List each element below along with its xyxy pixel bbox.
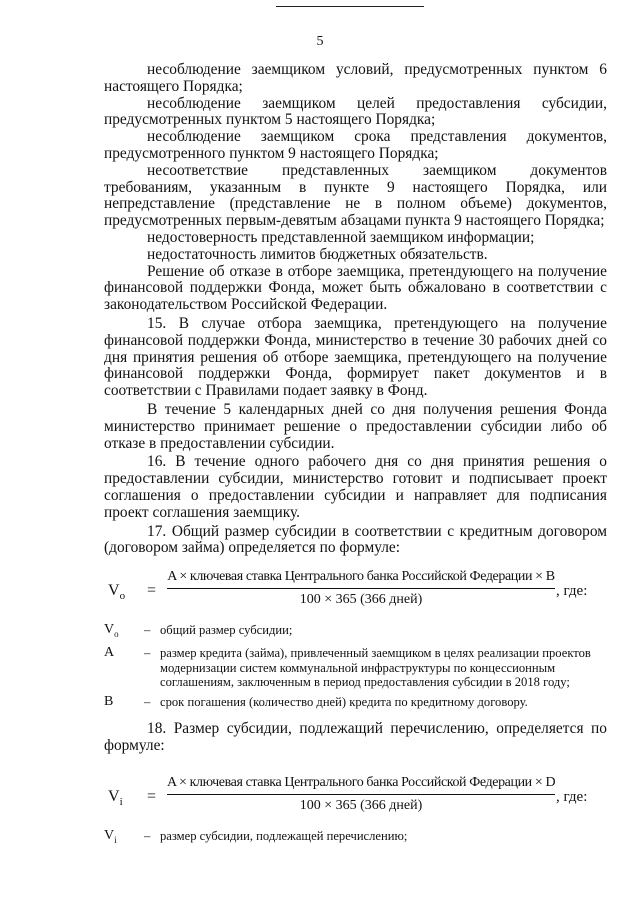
formula-equals: = [147,582,157,600]
fraction-bar [167,794,555,795]
formula-total-subsidy [104,569,607,619]
definition-item [104,623,607,641]
formula-numerator: A × ключевая ставка Центрального банка Российской Федерации × B [167,569,555,585]
paragraph-18: 18. Размер субсидии, подлежащий перечислению, определяется по формуле: [104,720,607,754]
formula-definitions [104,829,607,847]
definition-item [104,829,607,847]
paragraph: несоблюдение заемщиком срока представления документов, предусмотренного пунктом 9 настоящего Порядка; [104,128,607,162]
formula-fraction [167,569,555,609]
formula-numerator: A × ключевая ставка Центрального банка Российской Федерации × D [167,774,556,790]
definition-dash: – [144,694,151,709]
definition-text: размер субсидии, подлежащей перечислению; [160,828,408,843]
formula-fraction [167,775,555,815]
definition-symbol: A [104,645,115,661]
paragraph: несоблюдение заемщиком целей предоставления субсидии, предусмотренных пунктом 5 настоящего Порядка; [104,94,607,129]
definition-dash: – [144,623,151,638]
formula-definitions [104,623,607,713]
definition-dash: – [144,646,151,661]
document-body [104,62,607,852]
paragraph: В течение 5 календарных дней со дня получения решения Фонда министерство принимает решение о предоставлении субсидии либо об отказе в предоставлении субсидии. [104,400,607,452]
formula-equals: = [147,787,157,805]
paragraph: несоответствие представленных заемщиком документов требованиям, указанным в пункте 9 настоящего Порядка, или непредставление (представление не в полном объеме) документов, предусмотренных первым-девятым абзацами пункта 9 настоящего Порядка; [104,161,607,230]
formula-subsidy-transfer [104,775,607,825]
definition-dash: – [144,828,151,843]
formula-denominator: 100 × 365 (366 дней) [299,591,423,607]
fraction-bar [167,588,555,589]
definition-item [104,646,607,690]
formula-where: , где: [556,583,588,600]
formula-lhs: $V_i$ [108,787,123,808]
paragraph-16: 16. В течение одного рабочего дня со дня принятия решения о предоставлении субсидии, министерство готовит и подписывает проект соглашения о предоставлении субсидии и направляет для подписания проект соглашения заемщику. [104,453,607,521]
formula-denominator: 100 × 365 (366 дней) [299,797,423,813]
definition-symbol: $V_i$ [104,827,117,845]
paragraph: Решение об отказе в отборе заемщика, претендующего на получение финансовой поддержки Фонда, может быть обжаловано в соответствии с законодательством Российской Федерации. [104,262,607,314]
paragraph: недостаточность лимитов бюджетных обязательств. [147,245,488,263]
paragraph: недостоверность представленной заемщиком информации; [147,228,535,246]
definition-symbol: B [104,693,114,709]
definition-item [104,695,607,713]
definition-text: общий размер субсидии; [160,623,293,638]
definition-symbol: $V_о$ [104,622,119,639]
paragraph-15: 15. В случае отбора заемщика, претендующего на получение финансовой поддержки Фонда, министерство в течение 30 рабочих дней со дня принятия решения об отборе заемщика, претендующего на получение финансовой поддержки Фонда, формирует пакет документов и в соответствии с Правилами подает заявку в Фонд. [104,314,607,400]
paragraph: несоблюдение заемщиком условий, предусмотренных пунктом 6 настоящего Порядка; [104,61,607,95]
page-number: 5 [316,34,324,49]
definition-text: размер кредита (займа), привлеченный заемщиком в целях реализации проектов модернизации систем коммунальной инфраструктуры по концессионным соглашениям, заключенным в период предоставления субсидии в 2018 году; [160,646,591,690]
formula-lhs: $V_о$ [108,582,126,603]
top-rule [276,6,424,7]
paragraph-17: 17. Общий размер субсидии в соответствии с кредитным договором (договором займа) определяется по формуле: [104,522,607,557]
formula-where: , где: [556,788,588,805]
definition-text: срок погашения (количество дней) кредита по кредитному договору. [160,694,528,709]
